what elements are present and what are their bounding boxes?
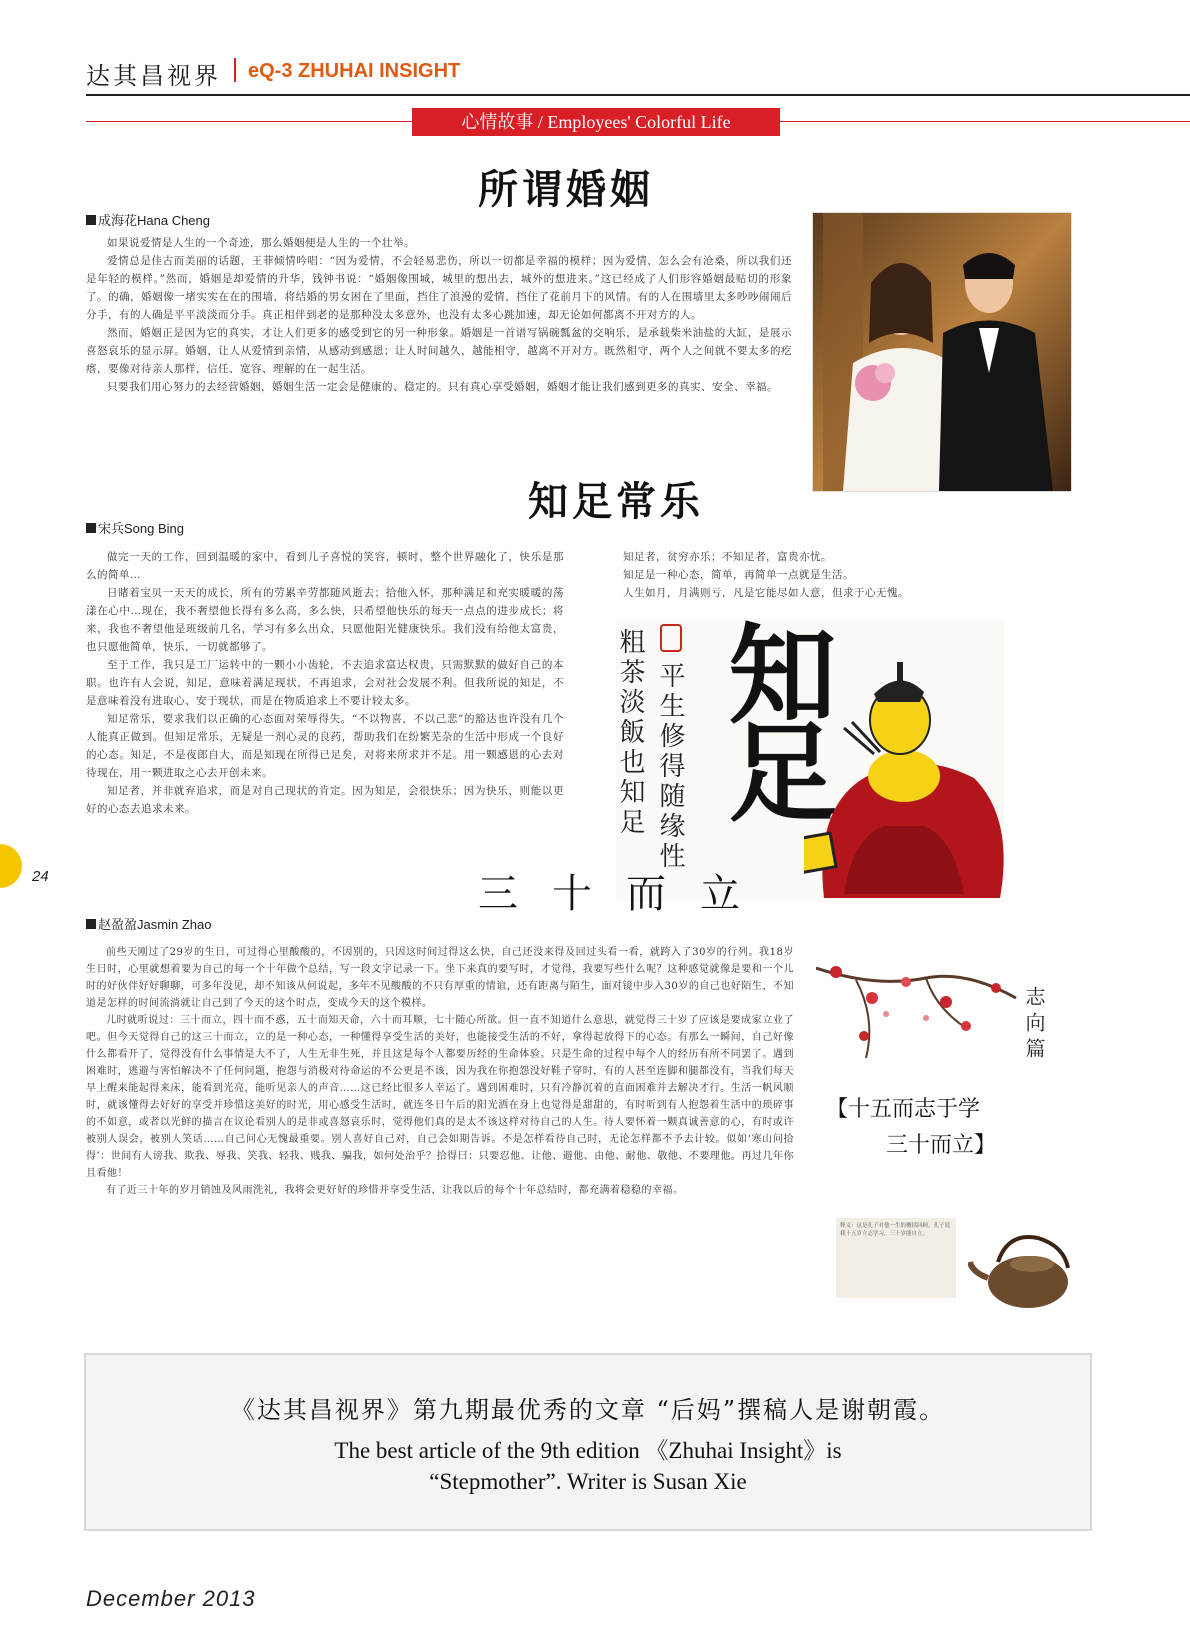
contentment-artwork [616,618,1004,902]
author-bullet [86,523,96,533]
paragraph: 有了近三十年的岁月销蚀及风雨洗礼，我将会更好好的珍惜并享受生活，让我以后的每个十年总结时，都充满着稳稳的幸福。 [106,1185,684,1196]
paragraph: 然而，婚姻正是因为它的真实，才让人们更多的感受到它的另一种形象。婚姻是一首谱写锅碗瓢盆的交响乐，是承载柴米油盐的大缸，是展示喜怒哀乐的显示屏。婚姻，让人从爱情到亲情，从感动到感恩；让人时间越久，越能相守，越离不开对方。既然相守，两个人之间就不要太多的疙瘩，要像对待亲人那样，信任、宽容、理解的在一起生活。 [86,327,792,375]
article-author [86,210,210,229]
header-separator [234,58,236,82]
page-number: 24 [32,868,49,885]
article-title-contentment: 知足常乐 [528,478,704,525]
seal-stamp [660,624,682,652]
article-body-left [86,548,564,818]
article-author [86,914,211,933]
header-rule [86,94,1190,96]
award-text-en-line1: The best article of the 9th edition 《Zhuhai Insight》is [334,1438,842,1463]
page-tab [0,844,22,888]
section-banner: 心情故事 / Employees' Colorful Life [412,108,780,136]
paragraph: 前些天刚过了29岁的生日，可过得心里酸酸的，不因别的，只因这时间过得这么快，自己还没来得及回过头看一看，就跨入了30岁的行列。我18岁生日时，心里就想着要为自己的每一个十年做个总结，写一段文字记录一下。坐下来真的要写时，才觉得，我要写些什么呢？这种感觉就像是要和一个儿时的好伙伴好好聊聊，可多年没见，却不知该从何说起，多年不见酸酸的不只有厚重的情谊，还有距离与陌生，面对镜中步入30岁的自己也好陌生，不知道是怎样的时间流淌就让自己到了今天的这个时点，变成今天的这个模样。 [86,947,794,1009]
author-name: 宋兵Song Bing [98,521,184,536]
paragraph: 如果说爱情是人生的一个奇迹，那么婚姻便是人生的一个壮举。 [107,237,415,249]
wedding-photo [812,212,1072,492]
wedding-photo-illustration [813,213,1071,491]
paragraph: 日睹着宝贝一天天的成长，所有的劳累辛劳都随风逝去；拾他入怀，那种满足和充实暖暖的荡漾在心中…现在，我不奢望他长得有多么高，多么快，只希望他快乐的每天一点点的进步成长；将来，我也不奢望他是班级前几名，学习有多么出众，只愿他阳光健康快乐。我们没有给他太富贵，也只愿他简单，快乐，一切就都够了。 [86,587,564,653]
author-bullet [86,215,96,225]
paragraph: 做完一天的工作，回到温暖的家中，看到儿子喜悦的笑容，顿时，整个世界融化了，快乐是那么的简单… [86,551,564,581]
quote-line: 三十而立】 [886,1133,997,1158]
author-bullet [86,919,96,929]
calligraphy-column: 粗茶淡飯也知足 [615,628,645,838]
paragraph: 人生如月，月满则亏，凡是它能尽如人意，但求于心无愧。 [623,587,909,599]
magazine-title-cn: 达其昌视界 [86,62,221,90]
author-name: 赵盈盈Jasmin Zhao [98,917,212,932]
paragraph: 只要我们用心努力的去经营婚姻，婚姻生活一定会是健康的、稳定的。只有真心享受婚姻，婚姻才能让我们感到更多的真实、安全、幸福。 [107,381,778,393]
paragraph: 知足者，并非就弃追求，而是对自己现状的肯定。因为知足，会很快乐；因为快乐，则能以更好的心态去追求未来。 [86,785,564,815]
article-title-thirty: 三十而立 [478,871,774,917]
paragraph: 儿时就听说过：三十而立，四十而不惑，五十而知天命，六十而耳顺，七十随心所欲。但一直不知道什么意思，就觉得三十岁了应该是要成家立业了吧。但今天觉得自己的这三十而立，立的是一种心态，一种懂得享受生活的美好，也能接受生活的不好，拿得起放得下的心态。有那么一瞬间，自己好像什么都看开了，觉得没有什么事情是大不了，人生无非生死，并且这是每个人都要历经的生命体验。只是生命的过程中每个人的经历有所不同罢了。遇到困难时，逃避与害怕解决不了任何问题，抱怨与消极对待命运的不公更是不该，因为我在你抱怨没好鞋子穿时，有的人甚至连脚和腿都没有，当我们每天早上醒来能起得来床，能看到光亮，能听见亲人的声音……这已经比很多人幸运了。遇到困难时，只有冷静沉着的直面困难并去解决才行。生活一帆风顺时，就该懂得去好好的享受并珍惜这美好的时光，用心感受生活时，就连冬日午后的阳光洒在身上也觉得是甜甜的，有时听到有人抱怨着生活中的琐碎事的不如意，或者以光鲜的描言在议论看别人的是非或喜怒哀乐时，觉得他们真的是太不该这样对待自己的人生。待人要怀着一颗真诚善意的心，有时或许被别人误会，被别人笑话……自己问心无愧最重要。别人喜好自己对，自己会如期告诉。不是怎样看待自己时，无论怎样都不予去计较。似如‘寒山问拾得’：世间有人谤我、欺我、辱我、笑我、轻我、贱我、骗我，如何处治乎？拾得曰：只要忍他、让他、避他、由他、耐他、敬他、不要理他。再过几年你且看他！ [86,1015,794,1179]
calligraphy-column: 平生修得随缘性 [655,662,685,872]
teapot-illustration [968,1222,1078,1310]
article-title-marriage: 所谓婚姻 [478,166,654,213]
section-rule-right [780,121,1190,122]
section-rule-left [86,121,412,122]
vertical-title: 志向篇 [1022,986,1046,1064]
award-text-en-line2: “Stepmother”. Writer is Susan Xie [429,1469,747,1494]
plum-blossom-illustration [816,958,1046,1088]
confucius-quote [826,1092,1026,1164]
issue-date: December 2013 [86,1586,256,1611]
big-calligraphy: 知足 [710,618,836,814]
quote-line: 【十五而志于学 [826,1097,981,1122]
article-body [86,234,792,396]
award-text-cn: 《达其昌视界》第九期最优秀的文章 “后妈”撰稿人是谢朝霞。 [230,1396,946,1424]
magazine-title-en: eQ-3 ZHUHAI INSIGHT [248,60,461,82]
article-body-right [602,548,992,602]
paragraph: 爱情总是佳古而美丽的话题，王菲倾情吟唱：“因为爱情，不会轻易悲伤，所以一切都是幸福的模样；因为爱情，怎么会有沧桑，所以我们还是年轻的模样。”然而，婚姻是却爱情的升华，钱钟书说：“婚姻像围城，城里的想出去，城外的想进来。”这已经成了人们形容婚姻最贴切的形象了。的确，婚姻像一堵实实在在的围墙，将结婚的男女困在了里面，挡住了浪漫的爱情，挡住了花前月下的风情。有的人在围墙里太多吵吵闹闹后分手，有的人确是平平淡淡而分手。真正相伴到老的是那种没太多意外，也没有太多心跳加速，却无论如何都离不开对方的人。 [86,255,792,321]
paragraph: 知足常乐，要求我们以正确的心态面对荣辱得失。“不以物喜，不以己悲”的豁达也许没有几个人能真正做到。但知足常乐，无疑是一剂心灵的良药，帮助我们在纷繁芜杂的生活中形成一个良好的心态。知足，不是夜郎自大，而是知现在所得已足矣，对将来所求并不足。用一颗感恩的心去对待现在，用一颗进取之心去开创未来。 [86,713,564,779]
article-author [86,518,184,537]
author-name: 成海花Hana Cheng [98,213,210,228]
paragraph: 知足者，贫穷亦乐；不知足者，富贵亦忧。 [623,551,832,563]
paragraph: 至于工作，我只是工厂运转中的一颗小小齿轮，不去追求富达权贵，只需默默的做好自己的本职。也许有人会说，知足，意味着满足现状，不再追求，会对社会发展不利。但我所说的知足，不是意味着没有进取心、安于现状，而是在物质追求上不要计较太多。 [86,659,564,707]
article-body [86,944,794,1199]
annotation-note: 释义：这是孔子对他一生的概括回顾。孔子说我十五岁立志学习，三十岁能自立。 [836,1218,956,1298]
scholar-illustration [804,658,1004,902]
paragraph: 知足是一种心态，简单，再简单一点就是生活。 [623,569,854,581]
